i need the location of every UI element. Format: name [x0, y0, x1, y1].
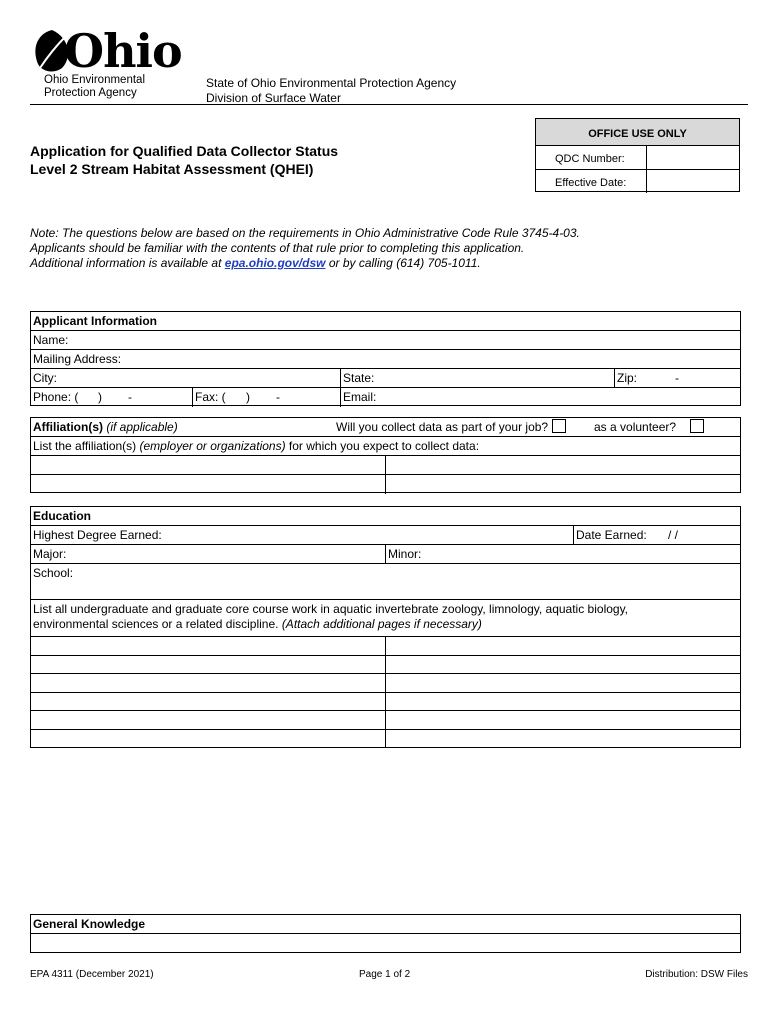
- coursework-cell[interactable]: [385, 674, 740, 692]
- logo-subtitle: [44, 74, 145, 100]
- email-label: Email:: [343, 390, 377, 404]
- city-field[interactable]: [31, 369, 340, 387]
- date-earned-label: Date Earned:: [576, 528, 647, 542]
- affiliation-heading: [31, 418, 740, 436]
- fax-dash: -: [276, 390, 280, 404]
- coursework-cell[interactable]: [31, 711, 385, 729]
- email-field[interactable]: [340, 388, 740, 407]
- job-checkbox[interactable]: [552, 419, 566, 433]
- agency-block: [206, 76, 456, 106]
- degree-row: [31, 526, 740, 545]
- affiliations-table: [30, 417, 741, 493]
- minor-field[interactable]: [385, 545, 740, 563]
- volunteer-question-text: as a volunteer?: [594, 420, 677, 434]
- highest-degree-label: Highest Degree Earned:: [33, 528, 162, 542]
- phone-label: Phone: (: [33, 390, 79, 404]
- page-number: Page 1 of 2: [359, 969, 411, 980]
- qdc-number-label: QDC Number:: [536, 146, 647, 169]
- coursework-cell[interactable]: [385, 656, 740, 674]
- dsw-website-link[interactable]: epa.ohio.gov/dsw: [224, 256, 326, 270]
- coursework-row: [31, 637, 740, 656]
- coursework-instruction-row: [31, 600, 740, 637]
- coursework-row: [31, 693, 740, 712]
- affiliation-list-instruction: [31, 437, 740, 455]
- title-line-1: Application for Qualified Data Collector Status: [30, 143, 339, 159]
- form-title: [30, 142, 338, 178]
- date-earned-slashes: / /: [668, 528, 679, 542]
- title-line-2: Level 2 Stream Habitat Assessment (QHEI): [30, 161, 314, 177]
- header-divider: [30, 104, 748, 105]
- phone-fax-email-row: [31, 388, 740, 407]
- form-id: EPA 4311 (December 2021): [30, 969, 154, 980]
- affiliation-heading-text: Affiliation(s): [33, 420, 103, 434]
- affiliation-list-post: for which you expect to collect data:: [288, 439, 480, 453]
- job-question-text: Will you collect data as part of your job?: [336, 420, 549, 434]
- coursework-row: [31, 674, 740, 693]
- office-use-heading: OFFICE USE ONLY: [536, 119, 739, 146]
- coursework-line-2-text: environmental sciences or a related discipline.: [33, 617, 279, 631]
- affiliation-cell[interactable]: [385, 475, 740, 494]
- mailing-address-label: Mailing Address:: [33, 352, 122, 366]
- city-state-zip-row: [31, 369, 740, 388]
- affiliation-cell[interactable]: [385, 456, 740, 474]
- coursework-cell[interactable]: [31, 656, 385, 674]
- volunteer-question: [594, 418, 704, 436]
- coursework-row: [31, 711, 740, 730]
- qdc-number-field[interactable]: [647, 146, 739, 169]
- coursework-cell[interactable]: [385, 693, 740, 711]
- agency-line-2: Division of Surface Water: [206, 91, 341, 105]
- coursework-instruction: [31, 600, 740, 636]
- applicant-heading-row: [31, 312, 740, 331]
- coursework-cell[interactable]: [31, 730, 385, 748]
- effective-date-field[interactable]: [647, 170, 739, 193]
- coursework-cell[interactable]: [31, 674, 385, 692]
- affiliation-heading-row: [31, 418, 740, 437]
- note-line-3-phone: or by calling (614) 705-1011.: [328, 256, 481, 270]
- logo-wordmark: Ohio: [64, 24, 182, 78]
- affiliation-list-instruction-row: [31, 437, 740, 456]
- coursework-cell[interactable]: [385, 711, 740, 729]
- coursework-row: [31, 730, 740, 748]
- name-label: Name:: [33, 333, 69, 347]
- general-knowledge-row[interactable]: [31, 934, 740, 952]
- major-label: Major:: [33, 547, 67, 561]
- fax-label: Fax: (: [195, 390, 226, 404]
- name-row[interactable]: [31, 331, 740, 350]
- distribution-note: Distribution: DSW Files: [645, 969, 748, 980]
- affiliation-entry-row: [31, 456, 740, 475]
- applicant-heading: Applicant Information: [33, 314, 157, 328]
- fax-paren: ): [246, 390, 250, 404]
- logo-sub-line-1: Ohio Environmental: [44, 74, 145, 86]
- agency-line-1: State of Ohio Environmental Protection Agency: [206, 76, 457, 90]
- coursework-line-2: [33, 617, 740, 632]
- affiliation-heading-note: (if applicable): [106, 420, 178, 434]
- coursework-cell[interactable]: [385, 637, 740, 655]
- logo-sub-line-2: Protection Agency: [44, 87, 137, 99]
- note-line-2: Applicants should be familiar with the contents of that rule prior to completing this application.: [30, 241, 525, 255]
- coursework-line-2-note: (Attach additional pages if necessary): [281, 617, 482, 631]
- state-field[interactable]: [340, 369, 614, 387]
- affiliation-entry-row: [31, 475, 740, 494]
- affiliation-cell[interactable]: [31, 475, 385, 494]
- general-knowledge-table: [30, 914, 741, 953]
- phone-field[interactable]: [31, 388, 192, 407]
- zip-field[interactable]: [614, 369, 740, 387]
- fax-field[interactable]: [192, 388, 340, 407]
- zip-label: Zip:: [617, 371, 638, 385]
- note-line-3-text: Additional information is available at: [30, 256, 222, 270]
- volunteer-checkbox[interactable]: [690, 419, 704, 433]
- general-knowledge-heading: General Knowledge: [33, 917, 146, 931]
- school-row[interactable]: [31, 564, 740, 600]
- general-knowledge-heading-row: [31, 915, 740, 934]
- education-heading: Education: [33, 509, 92, 523]
- job-question: [336, 418, 566, 436]
- education-heading-row: [31, 507, 740, 526]
- office-use-box: [535, 118, 740, 192]
- effective-date-row: [536, 170, 739, 193]
- coursework-cell[interactable]: [31, 637, 385, 655]
- highest-degree-field[interactable]: [31, 526, 573, 544]
- zip-dash: -: [675, 371, 679, 385]
- note-line-3: [30, 256, 580, 271]
- phone-dash: -: [128, 390, 132, 404]
- affiliation-list-note: (employer or organizations): [139, 439, 286, 453]
- effective-date-label: Effective Date:: [536, 170, 647, 193]
- applicant-information-table: [30, 311, 741, 406]
- minor-label: Minor:: [388, 547, 422, 561]
- coursework-cell[interactable]: [31, 693, 385, 711]
- state-label: State:: [343, 371, 375, 385]
- affiliation-cell[interactable]: [31, 456, 385, 474]
- instructions-note: [30, 226, 580, 271]
- education-table: [30, 506, 741, 748]
- note-line-1: Note: The questions below are based on the requirements in Ohio Administrative Code Rule 3745-4-03.: [30, 226, 580, 240]
- coursework-cell[interactable]: [385, 730, 740, 748]
- qdc-number-row: [536, 146, 739, 170]
- city-label: City:: [33, 371, 57, 385]
- date-earned-field[interactable]: [573, 526, 740, 544]
- coursework-line-1: List all undergraduate and graduate core course work in aquatic invertebrate zoology, limnology, aquatic biology,: [33, 602, 629, 616]
- affiliation-list-pre: List the affiliation(s): [33, 439, 137, 453]
- major-minor-row: [31, 545, 740, 564]
- phone-paren: ): [98, 390, 102, 404]
- coursework-row: [31, 656, 740, 675]
- school-label: School:: [33, 566, 74, 580]
- mailing-address-row[interactable]: [31, 350, 740, 369]
- major-field[interactable]: [31, 545, 385, 563]
